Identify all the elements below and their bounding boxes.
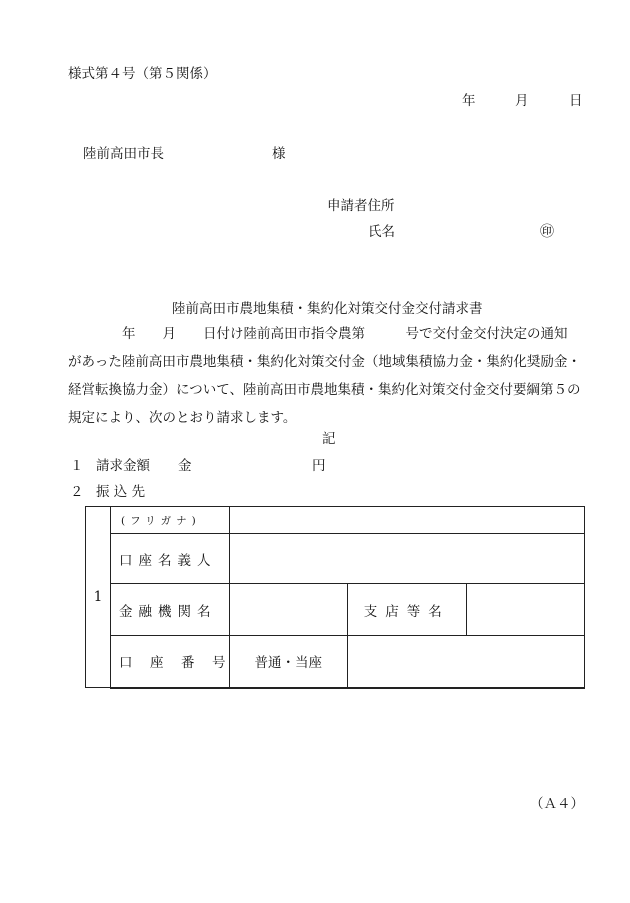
- furigana-label: (フリガナ): [111, 507, 230, 534]
- account-number-field[interactable]: [348, 636, 585, 688]
- transfer-label: 振 込 先: [96, 484, 146, 500]
- account-holder-label: 口座名義人: [111, 534, 230, 584]
- branch-label: 支店等名: [348, 584, 467, 636]
- bank-name-field[interactable]: [229, 584, 348, 636]
- body-line-2: があった陸前高田市農地集積・集約化対策交付金（地域集積協力金・集約化奨励金・: [68, 354, 581, 370]
- addressee-name: 陸前高田市長: [83, 146, 164, 162]
- applicant-address-label: 申請者住所: [327, 198, 395, 214]
- branch-name-field[interactable]: [466, 584, 585, 636]
- seal-mark: ㊞: [540, 224, 554, 240]
- paper-size-label: （Ａ４）: [530, 796, 584, 812]
- ki-marker: 記: [322, 431, 336, 447]
- date-year-label: 年: [462, 93, 476, 109]
- account-type-option[interactable]: 普通・当座: [229, 636, 348, 688]
- row-number: 1: [93, 589, 103, 605]
- body-paragraph: [68, 320, 588, 432]
- account-number-label: 口 座 番 号: [111, 636, 230, 688]
- applicant-name-label: 氏名: [368, 224, 395, 240]
- date-day-label: 日: [569, 93, 583, 109]
- body-line-4: 規定により、次のとおり請求します。: [68, 410, 297, 426]
- date-month-label: 月: [515, 93, 529, 109]
- account-holder-field[interactable]: [229, 534, 585, 584]
- furigana-field[interactable]: [229, 507, 585, 534]
- body-line-1: 年 月 日付け陸前高田市指令農第 号で交付金交付決定の通知: [68, 326, 568, 342]
- item-2-number: ２: [70, 484, 84, 500]
- addressee-honorific: 様: [272, 146, 286, 162]
- document-title: 陸前高田市農地集積・集約化対策交付金交付請求書: [172, 301, 483, 317]
- body-line-3: 経営転換協力金）について、陸前高田市農地集積・集約化対策交付金交付要綱第５の: [68, 382, 581, 398]
- row-number-cell: [86, 507, 111, 688]
- amount-label: 請求金額: [96, 458, 150, 474]
- amount-prefix: 金: [178, 458, 192, 474]
- form-number: 様式第４号（第５関係）: [68, 66, 217, 82]
- amount-unit: 円: [312, 458, 326, 474]
- bank-account-table: [85, 506, 585, 689]
- item-1-number: １: [70, 458, 84, 474]
- bank-name-label: 金融機関名: [111, 584, 230, 636]
